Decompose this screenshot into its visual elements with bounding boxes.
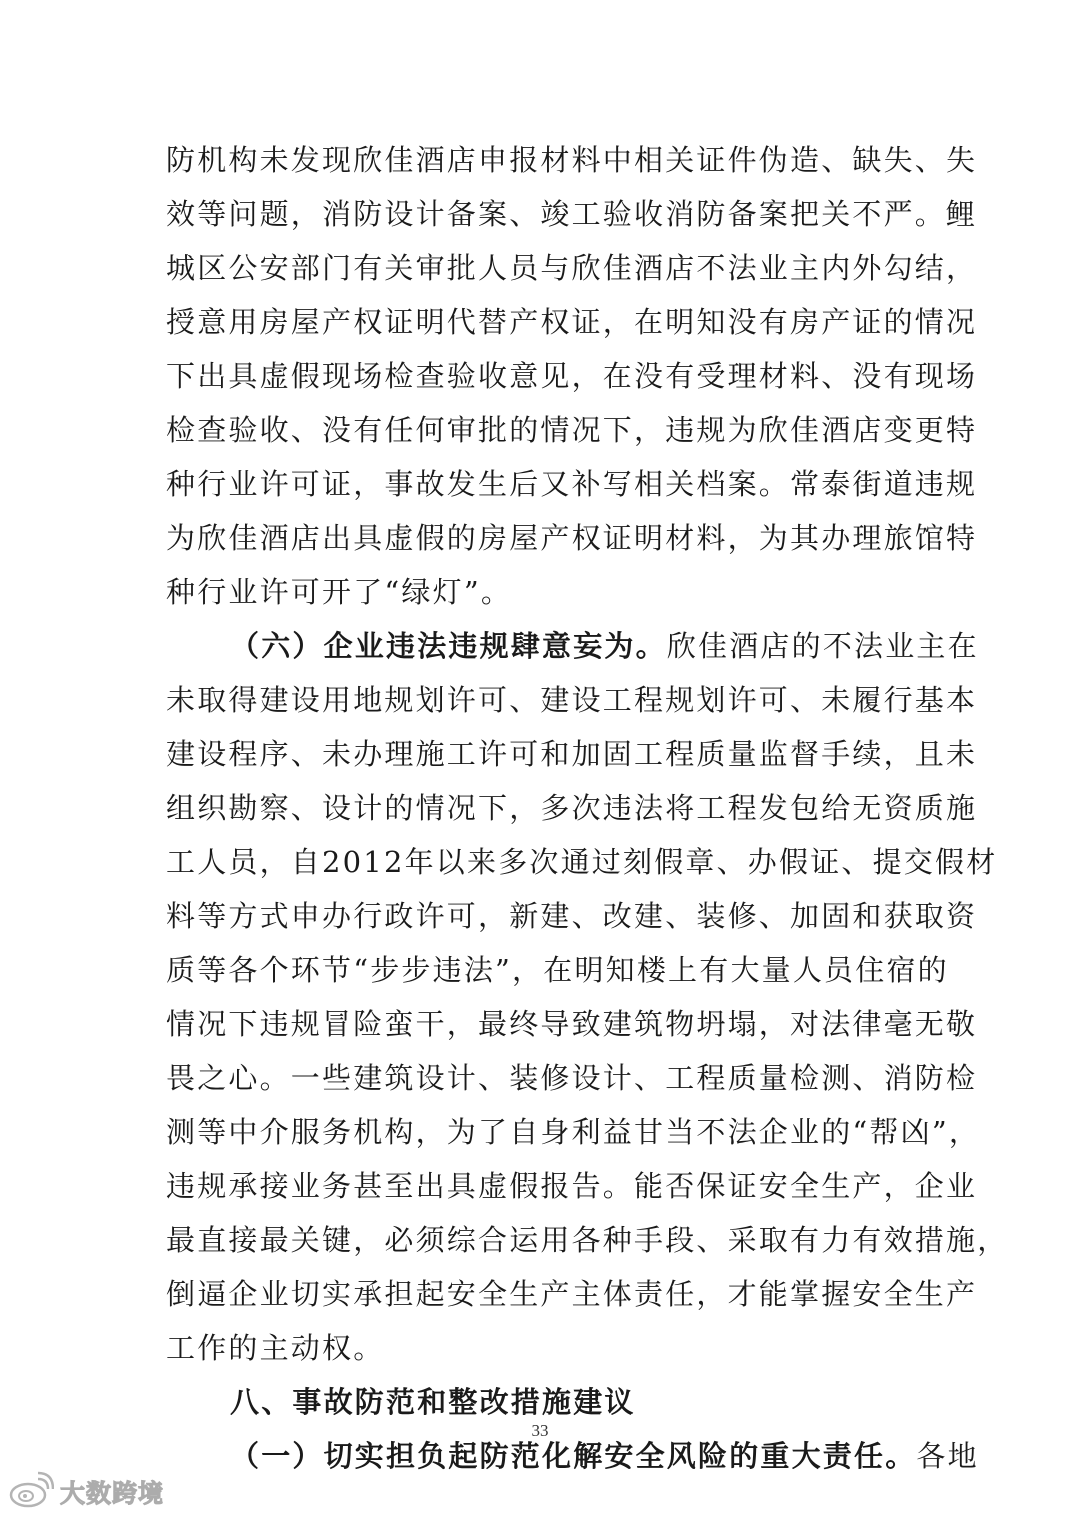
text-line: 为欣佳酒店出具虚假的房屋产权证明材料，为其办理旅馆特 [166,521,978,555]
body-text [166,133,1009,1483]
text-line: 料等方式申办行政许可，新建、改建、装修、加固和获取资 [166,899,978,933]
page-number: 33 [531,1421,549,1440]
watermark-text: 大数跨境 [60,1479,165,1508]
text-line: 种行业许可开了“绿灯”。 [166,575,513,609]
text-line: 授意用房屋产权证明代替产权证，在明知没有房产证的情况 [166,305,978,339]
text-line: 种行业许可证，事故发生后又补写相关档案。常泰街道违规 [166,467,978,501]
watermark [8,1468,164,1516]
text-line: 工作的主动权。 [166,1331,385,1365]
text-line: 下出具虚假现场检查验收意见，在没有受理材料、没有现场 [166,359,978,393]
text-line: 城区公安部门有关审批人员与欣佳酒店不法业主内外勾结， [166,251,978,285]
text-line: 防机构未发现欣佳酒店申报材料中相关证件伪造、缺失、失 [166,143,978,177]
text-line: 最直接最关键，必须综合运用各种手段、采取有力有效措施， [166,1223,1009,1257]
text-line: 质等各个环节“步步违法”，在明知楼上有大量人员住宿的 [166,953,949,987]
paragraph-6-first-line [166,619,979,673]
paragraph-6-lead-text: 欣佳酒店的不法业主在 [666,629,979,663]
section-heading: 八、事故防范和整改措施建议 [230,1385,636,1419]
text-line: 倒逼企业切实承担起安全生产主体责任，才能掌握安全生产 [166,1277,978,1311]
subsection-1-lead-text: 各地 [916,1439,979,1473]
text-line: 建设程序、未办理施工许可和加固工程质量监督手续，且未 [166,737,978,771]
text-line: 效等问题，消防设计备案、竣工验收消防备案把关不严。鲤 [166,197,978,231]
text-line: 畏之心。一些建筑设计、装修设计、工程质量检测、消防检 [166,1061,978,1095]
text-line: 工人员，自2012年以来多次通过刻假章、办假证、提交假材 [166,845,998,879]
subsection-1-heading: （一）切实担负起防范化解安全风险的重大责任。 [230,1439,917,1473]
text-line: 违规承接业务甚至出具虚假报告。能否保证安全生产，企业 [166,1169,978,1203]
text-line: 组织勘察、设计的情况下，多次违法将工程发包给无资质施 [166,791,978,825]
weibo-logo-icon [8,1471,54,1513]
text-line: 检查验收、没有任何审批的情况下，违规为欣佳酒店变更特 [166,413,978,447]
paragraph-6-heading: （六）企业违法违规肆意妄为。 [230,629,667,663]
text-line: 未取得建设用地规划许可、建设工程规划许可、未履行基本 [166,683,978,717]
text-line: 情况下违规冒险蛮干，最终导致建筑物坍塌，对法律毫无敬 [166,1007,978,1041]
text-line: 测等中介服务机构，为了自身利益甘当不法企业的“帮凶”， [166,1115,981,1149]
